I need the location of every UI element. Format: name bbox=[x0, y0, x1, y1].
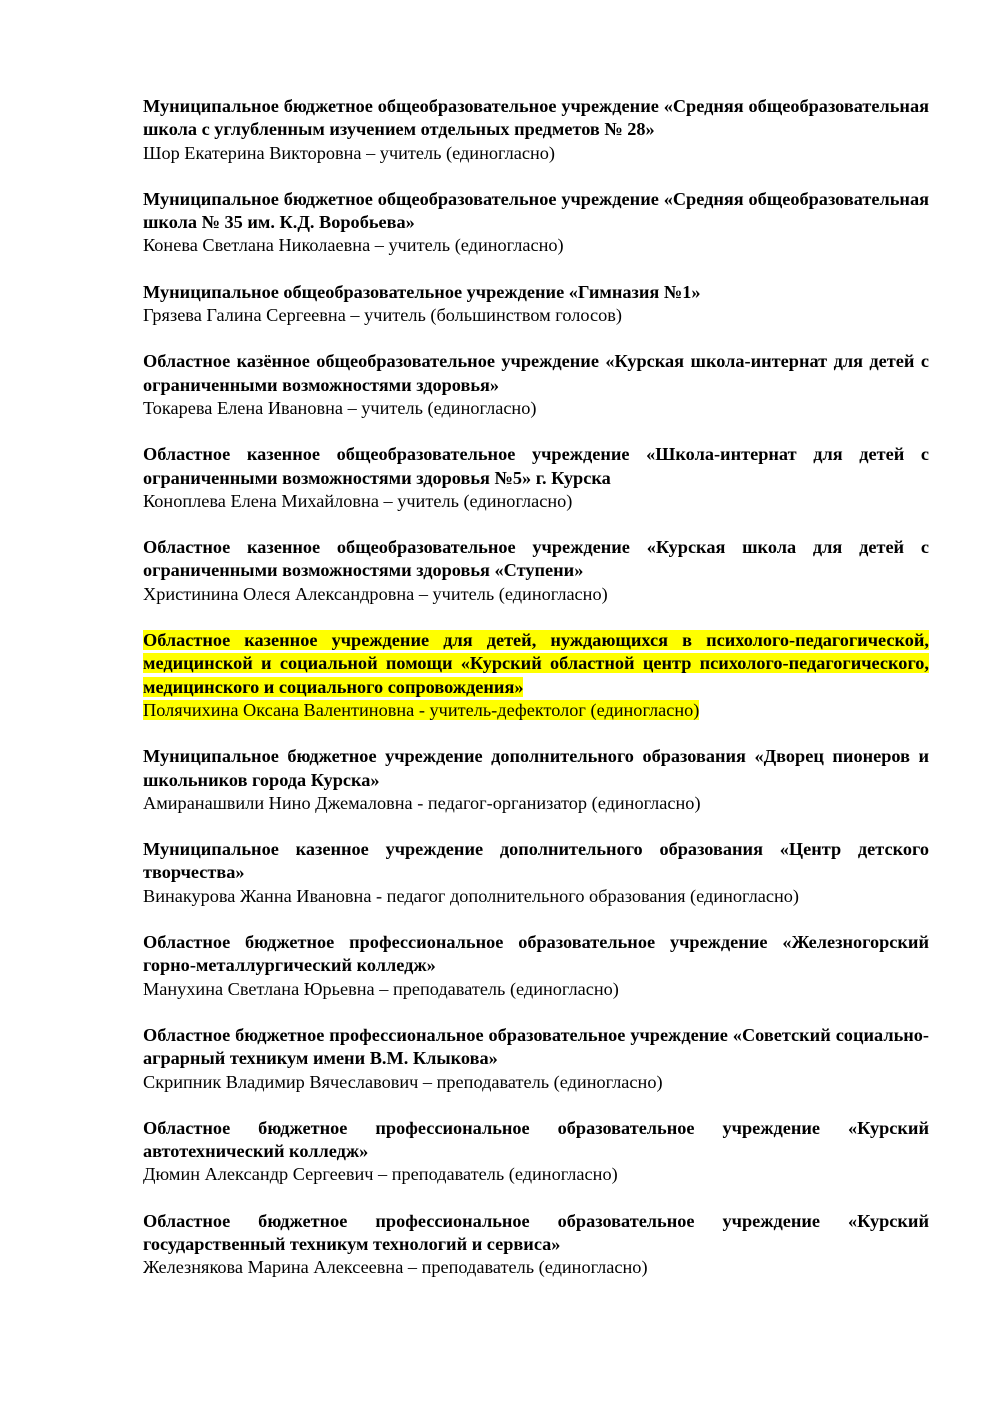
organization-name: Муниципальное бюджетное учреждение дополнительного образования «Дворец пионеров и школьников города Курска» bbox=[143, 746, 929, 790]
list-item bbox=[143, 838, 929, 908]
text-highlight: Областное казенное учреждение для детей, нуждающихся в психолого-педагогической, медицинской и социальной помощи «Курский областной центр психолого-педагогического, медицинского и социального сопровождения» bbox=[143, 630, 929, 697]
person-line: Конева Светлана Николаевна – учитель (единогласно) bbox=[143, 235, 564, 256]
organization-name: Муниципальное общеобразовательное учреждение «Гимназия №1» bbox=[143, 281, 701, 302]
list-item bbox=[143, 536, 929, 606]
list-item bbox=[143, 1024, 929, 1094]
list-item bbox=[143, 95, 929, 165]
organization-name: Муниципальное бюджетное общеобразовательное учреждение «Средняя общеобразовательная школа № 35 им. К.Д. Воробьева» bbox=[143, 188, 929, 233]
organization-name: Областное казенное общеобразовательное учреждение «Курская школа для детей с ограниченными возможностями здоровья «Ступени» bbox=[143, 537, 929, 581]
organization-name bbox=[143, 629, 929, 699]
person-line: Амиранашвили Нино Джемаловна - педагог-организатор (единогласно) bbox=[143, 792, 701, 813]
organization-name: Областное бюджетное профессиональное образовательное учреждение «Курский автотехнический колледж» bbox=[143, 1117, 929, 1162]
person-line: Шор Екатерина Викторовна – учитель (единогласно) bbox=[143, 142, 555, 163]
list-item bbox=[143, 1117, 929, 1187]
person-line: Железнякова Марина Алексеевна – преподаватель (единогласно) bbox=[143, 1257, 648, 1278]
person-line: Коноплева Елена Михайловна – учитель (единогласно) bbox=[143, 490, 573, 511]
person-line: Токарева Елена Ивановна – учитель (единогласно) bbox=[143, 397, 537, 418]
organization-name: Областное казенное общеобразовательное учреждение «Школа-интернат для детей с ограниченными возможностями здоровья №5» г. Курска bbox=[143, 444, 929, 488]
person-line: Скрипник Владимир Вячеславович – преподаватель (единогласно) bbox=[143, 1071, 663, 1092]
person-line: Христинина Олеся Александровна – учитель (единогласно) bbox=[143, 583, 608, 604]
person-line bbox=[143, 699, 929, 722]
organization-name: Областное бюджетное профессиональное образовательное учреждение «Советский социально-аграрный техникум имени В.М. Клыкова» bbox=[143, 1024, 929, 1069]
list-item bbox=[143, 281, 929, 328]
list-item bbox=[143, 1210, 929, 1280]
person-line: Дюмин Александр Сергеевич – преподаватель (единогласно) bbox=[143, 1164, 618, 1185]
list-item bbox=[143, 745, 929, 815]
organization-name: Областное бюджетное профессиональное образовательное учреждение «Курский государственный техникум технологий и сервиса» bbox=[143, 1210, 929, 1254]
person-line: Грязева Галина Сергеевна – учитель (большинством голосов) bbox=[143, 305, 622, 326]
organization-name: Муниципальное бюджетное общеобразовательное учреждение «Средняя общеобразовательная школа с углубленным изучением отдельных предметов № 28» bbox=[143, 96, 929, 140]
organization-name: Областное казённое общеобразовательное учреждение «Курская школа-интернат для детей с ограниченными возможностями здоровья» bbox=[143, 351, 929, 395]
organization-name: Муниципальное казенное учреждение дополнительного образования «Центр детского творчества» bbox=[143, 839, 929, 883]
highlighted-list-item bbox=[143, 629, 929, 722]
list-item bbox=[143, 350, 929, 420]
text-highlight: Полячихина Оксана Валентиновна - учитель-дефектолог (единогласно) bbox=[143, 699, 700, 720]
person-line: Манухина Светлана Юрьевна – преподаватель (единогласно) bbox=[143, 978, 619, 999]
document-page bbox=[143, 95, 929, 1303]
organization-name: Областное бюджетное профессиональное образовательное учреждение «Железногорский горно-металлургический колледж» bbox=[143, 932, 929, 976]
person-line: Винакурова Жанна Ивановна - педагог дополнительного образования (единогласно) bbox=[143, 885, 799, 906]
list-item bbox=[143, 188, 929, 258]
list-item bbox=[143, 443, 929, 513]
list-item bbox=[143, 931, 929, 1001]
